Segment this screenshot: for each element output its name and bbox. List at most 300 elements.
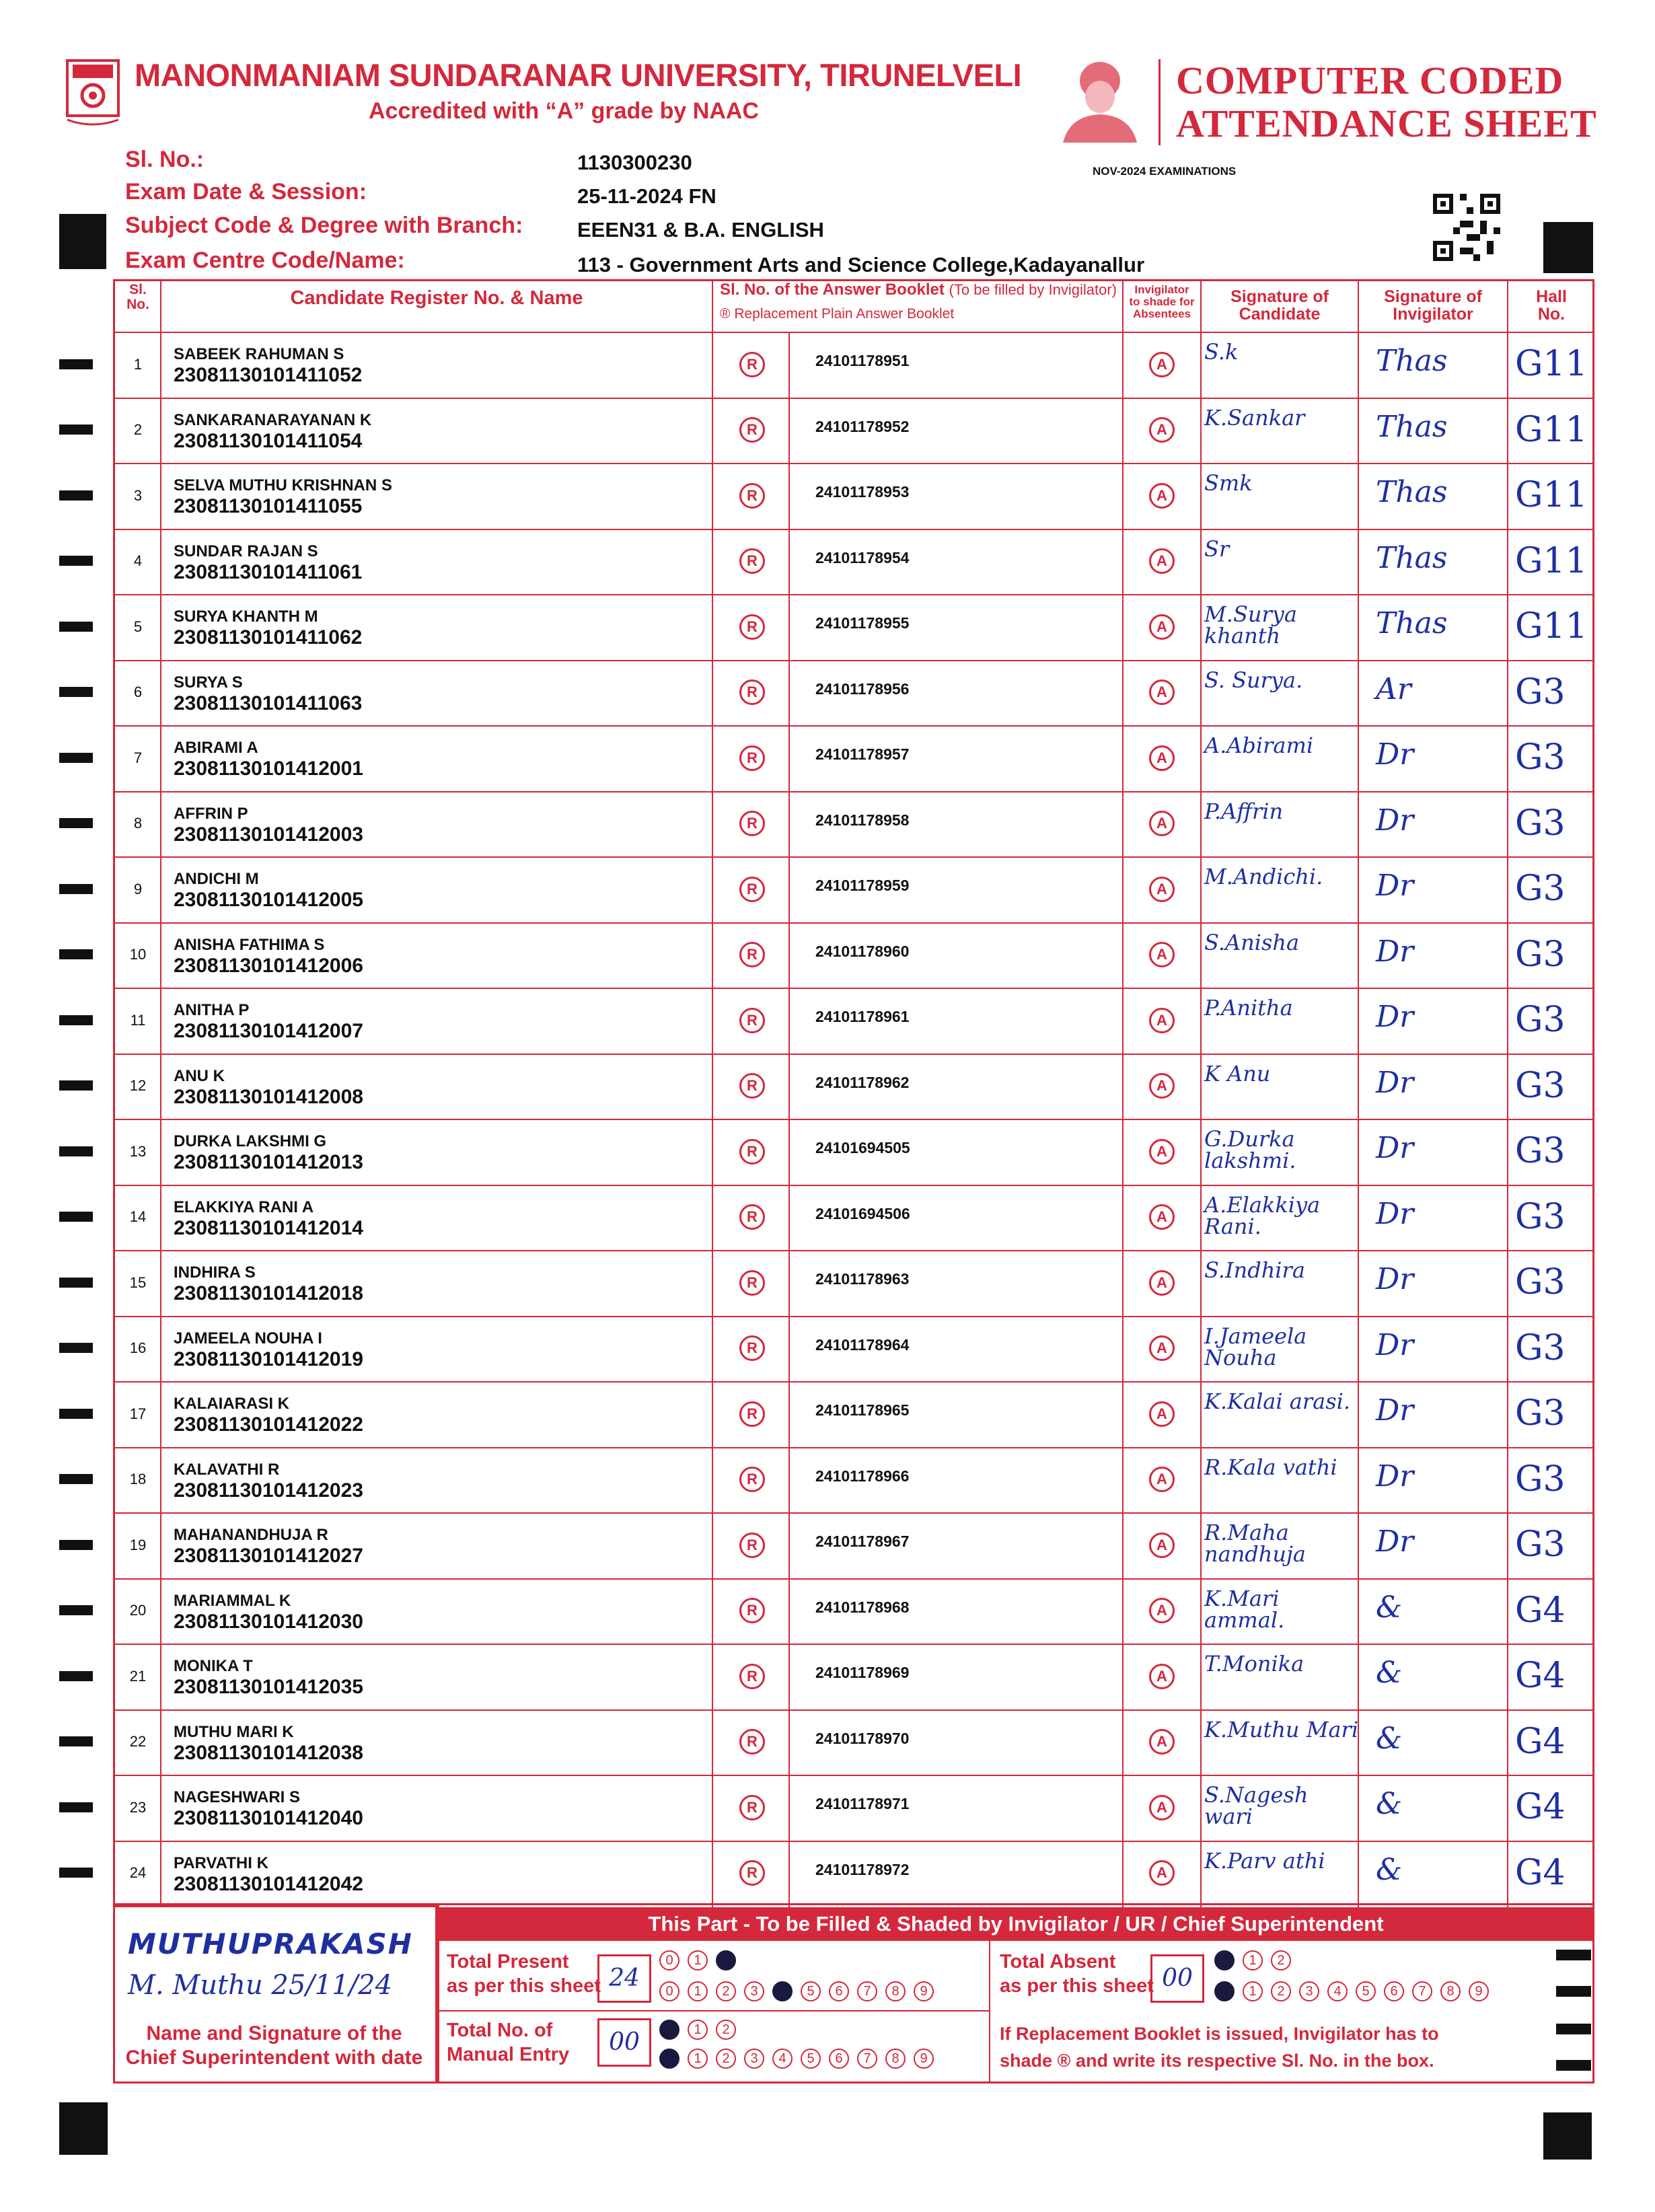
timing-mark (59, 490, 93, 501)
digit-bubble-1[interactable]: 1 (1243, 1981, 1263, 2001)
digit-bubble-1[interactable]: 1 (688, 2049, 708, 2069)
booklet-header-main: Sl. No. of the Answer Booklet (720, 281, 945, 299)
replacement-bubble[interactable]: R (739, 1401, 765, 1427)
replacement-bubble[interactable]: R (739, 1729, 765, 1755)
centre-value: 113 - Government Arts and Science College,Kadayanallur (577, 253, 1145, 276)
digit-bubble-5[interactable]: 5 (801, 1981, 821, 2001)
absentee-bubble[interactable]: A (1149, 1204, 1175, 1230)
replacement-bubble[interactable]: R (739, 1664, 765, 1689)
invigilator-signature: Dr (1376, 1065, 1414, 1100)
absentee-bubble[interactable]: A (1149, 548, 1175, 574)
manual-entry-box[interactable]: 00 (597, 2018, 651, 2067)
candidate-register-no: 23081130101412040 (174, 1807, 363, 1829)
candidate-register-no: 23081130101412014 (174, 1216, 363, 1239)
absentee-bubble[interactable]: A (1149, 745, 1175, 771)
candidate-name: ABIRAMI A (174, 739, 258, 757)
row-sl-no: 3 (133, 486, 143, 504)
answer-booklet-no: 24101178970 (815, 1729, 910, 1747)
row-sl-no: 6 (133, 684, 143, 701)
row-sl-no: 23 (129, 1798, 147, 1816)
present-tens-bubbles[interactable] (659, 1950, 736, 1970)
digit-bubble-2[interactable]: 2 (716, 2049, 736, 2069)
digit-bubble-3[interactable]: 3 (744, 1981, 764, 2001)
candidate-signature: Sr (1204, 536, 1230, 562)
invigilator-signature: Dr (1376, 737, 1414, 772)
row-sl-no: 2 (133, 421, 143, 439)
header-divider (113, 332, 1594, 333)
candidate-name: KALAIARASI K (174, 1395, 289, 1413)
invigilator-signature: & (1376, 1852, 1403, 1887)
replacement-icon: ® (720, 306, 731, 322)
registration-mark-br (1543, 2112, 1592, 2160)
timing-mark (1556, 1986, 1591, 1997)
candidate-signature: M.Andichi. (1204, 864, 1323, 889)
timing-mark (59, 1736, 93, 1746)
candidate-signature: K.Muthu Mari (1204, 1716, 1359, 1742)
digit-bubble-9[interactable]: 9 (914, 2049, 934, 2069)
digit-bubble-1[interactable]: 1 (688, 2020, 708, 2040)
absentee-bubble[interactable]: A (1149, 1729, 1175, 1755)
booklet-subheader (720, 307, 1124, 322)
sheet-title-line1: COMPUTER CODED (1176, 59, 1564, 102)
hall-no: G3 (1515, 737, 1566, 778)
candidate-register-no: 23081130101411054 (174, 429, 363, 452)
candidate-name: SURYA KHANTH M (174, 607, 318, 626)
replacement-bubble[interactable]: R (739, 811, 765, 836)
hall-no: G3 (1515, 671, 1566, 712)
row-divider (113, 1381, 1594, 1382)
replacement-bubble[interactable]: R (739, 1139, 765, 1165)
chief-superintendent-signature: M. Muthu 25/11/24 (128, 1970, 393, 2001)
digit-bubble-2[interactable]: 2 (716, 2020, 736, 2040)
digit-bubble-7[interactable]: 7 (857, 1981, 877, 2001)
replacement-bubble[interactable]: R (739, 877, 765, 902)
row-divider (113, 660, 1594, 661)
invigilator-signature: Thas (1376, 540, 1448, 575)
col-divider (712, 279, 713, 1907)
candidate-signature: Smk (1204, 470, 1253, 496)
candidate-name: KALAVATHI R (174, 1460, 280, 1479)
hall-no: G3 (1515, 1065, 1566, 1106)
candidate-name: SURYA S (174, 673, 243, 692)
row-divider (113, 1447, 1594, 1448)
row-divider (113, 1316, 1594, 1317)
row-sl-no: 22 (129, 1733, 147, 1750)
candidate-signature: P.Anitha (1204, 995, 1293, 1021)
row-sl-no: 17 (129, 1405, 147, 1422)
invigilator-signature: Dr (1376, 869, 1414, 903)
invigilator-signature: Dr (1376, 1131, 1414, 1165)
subject-label: Subject Code & Degree with Branch: (125, 213, 523, 238)
answer-booklet-no: 24101178954 (815, 548, 910, 566)
row-sl-no: 16 (129, 1339, 147, 1357)
exam-date-value: 25-11-2024 FN (577, 184, 716, 208)
col-header-sl: Sl. No. (126, 282, 149, 313)
absentee-bubble[interactable]: A (1149, 1139, 1175, 1165)
candidate-signature: K.Parv athi (1204, 1847, 1325, 1874)
digit-bubble-8[interactable]: 8 (1440, 1981, 1461, 2001)
manual-units-bubbles[interactable] (659, 2049, 934, 2069)
candidate-register-no: 23081130101412027 (174, 1545, 363, 1567)
digit-bubble-0[interactable]: 0 (659, 2049, 679, 2069)
digit-bubble-5[interactable]: 5 (1356, 1981, 1376, 2001)
digit-bubble-0[interactable]: 0 (659, 2020, 679, 2040)
answer-booklet-no: 24101694506 (815, 1204, 910, 1222)
candidate-signature: A.Abirami (1204, 733, 1314, 758)
invigilator-signature: Dr (1376, 1196, 1414, 1231)
candidate-register-no: 23081130101412019 (174, 1348, 363, 1370)
absentee-bubble[interactable]: A (1149, 679, 1175, 705)
row-divider (113, 922, 1594, 924)
sl-no-value: 1130300230 (577, 151, 692, 174)
answer-booklet-no: 24101178960 (815, 942, 910, 960)
answer-booklet-no: 24101178967 (815, 1533, 910, 1550)
replacement-bubble[interactable]: R (739, 1795, 765, 1820)
digit-bubble-8[interactable]: 8 (885, 1981, 906, 2001)
replacement-bubble[interactable]: R (739, 679, 765, 705)
row-divider (113, 1512, 1594, 1514)
absentee-bubble[interactable]: A (1149, 1664, 1175, 1689)
row-divider (113, 1841, 1594, 1842)
candidate-signature: K.Sankar (1204, 404, 1305, 431)
manual-tens-bubbles[interactable] (659, 2020, 736, 2040)
invigilator-signature: Dr (1376, 1262, 1414, 1296)
absentee-bubble[interactable]: A (1149, 352, 1175, 377)
col-divider (160, 279, 161, 1907)
subject-value: EEEN31 & B.A. ENGLISH (577, 218, 824, 242)
col-divider (1122, 279, 1124, 1907)
answer-booklet-no: 24101178963 (815, 1270, 910, 1288)
candidate-signature: S.Nagesh wari (1204, 1782, 1309, 1829)
row-divider (113, 725, 1594, 727)
candidate-name: SABEEK RAHUMAN S (174, 345, 344, 363)
hall-no: G11 (1515, 540, 1588, 581)
row-sl-no: 4 (133, 552, 143, 570)
total-present-box[interactable]: 24 (597, 1954, 651, 2003)
replacement-bubble[interactable]: R (739, 745, 765, 771)
timing-mark (59, 753, 93, 763)
absentee-bubble[interactable]: A (1149, 1467, 1175, 1492)
digit-bubble-3[interactable]: 3 (744, 2049, 764, 2069)
digit-bubble-4[interactable]: 4 (772, 2049, 793, 2069)
hall-no: G11 (1515, 409, 1588, 450)
timing-mark (59, 359, 93, 369)
replacement-bubble[interactable]: R (739, 1533, 765, 1558)
absentee-bubble[interactable]: A (1149, 811, 1175, 836)
answer-booklet-no: 24101178951 (815, 352, 910, 369)
candidate-register-no: 23081130101412003 (174, 823, 363, 846)
candidate-signature: S.Indhira (1204, 1257, 1305, 1283)
row-sl-no: 1 (133, 355, 143, 373)
digit-bubble-3[interactable]: 3 (1299, 1981, 1319, 2001)
replacement-bubble[interactable]: R (739, 548, 765, 574)
replacement-bubble[interactable]: R (739, 1008, 765, 1033)
row-divider (113, 1644, 1594, 1645)
invigilator-signature: Dr (1376, 1459, 1414, 1494)
timing-mark (59, 1015, 93, 1025)
timing-mark (1556, 2024, 1591, 2034)
absent-tens-bubbles[interactable] (1214, 1950, 1291, 1970)
absentee-bubble[interactable]: A (1149, 1860, 1175, 1886)
footer-band: This Part - To be Filled & Shaded by Invigilator / UR / Chief Superintendent (437, 1907, 1594, 1941)
row-divider (113, 1054, 1594, 1055)
digit-bubble-6[interactable]: 6 (829, 2049, 849, 2069)
row-sl-no: 7 (133, 749, 143, 766)
absentee-bubble[interactable]: A (1149, 1073, 1175, 1099)
footer-divider (437, 2010, 989, 2012)
row-sl-no: 13 (129, 1142, 147, 1160)
timing-mark (59, 556, 93, 566)
digit-bubble-1[interactable]: 1 (688, 1981, 708, 2001)
hall-no: G3 (1515, 1131, 1566, 1171)
footer-divider (989, 1940, 990, 2083)
exam-date-label: Exam Date & Session: (125, 179, 367, 205)
hall-no: G4 (1515, 1656, 1566, 1696)
candidate-register-no: 23081130101412007 (174, 1020, 363, 1042)
digit-bubble-0[interactable]: 0 (659, 1950, 679, 1970)
hall-no: G4 (1515, 1787, 1566, 1827)
replacement-bubble[interactable]: R (739, 1860, 765, 1886)
row-sl-no: 11 (130, 1011, 146, 1029)
answer-booklet-no: 24101694505 (815, 1139, 910, 1156)
invigilator-signature: Ar (1376, 671, 1411, 706)
replacement-bubble[interactable]: R (739, 614, 765, 640)
answer-booklet-no: 24101178964 (815, 1335, 910, 1354)
row-divider (113, 1578, 1594, 1580)
invigilator-signature: Thas (1376, 344, 1448, 378)
invigilator-signature: & (1376, 1787, 1403, 1821)
candidate-signature: G.Durka lakshmi. (1204, 1126, 1296, 1173)
chief-superintendent-name: MUTHUPRAKASH (128, 1927, 413, 1960)
row-divider (113, 529, 1594, 530)
timing-mark (59, 949, 93, 959)
present-units-bubbles[interactable] (659, 1981, 934, 2001)
replacement-bubble[interactable]: R (739, 417, 765, 443)
candidate-register-no: 23081130101411055 (174, 495, 363, 517)
digit-bubble-9[interactable]: 9 (1469, 1981, 1489, 2001)
answer-booklet-no: 24101178966 (815, 1467, 910, 1485)
row-sl-no: 10 (129, 946, 147, 963)
digit-bubble-4[interactable]: 4 (1327, 1981, 1348, 2001)
replacement-bubble[interactable]: R (739, 352, 765, 377)
accreditation-text: Accredited with “A” grade by NAAC (369, 98, 759, 124)
timing-mark (59, 425, 93, 435)
candidate-name: MARIAMMAL K (174, 1591, 291, 1610)
row-sl-no: 14 (129, 1208, 147, 1226)
candidate-register-no: 23081130101411052 (174, 364, 363, 386)
digit-bubble-2[interactable]: 2 (716, 1950, 736, 1970)
digit-bubble-2[interactable]: 2 (716, 1981, 736, 2001)
booklet-header-note: (To be filled by Invigilator) (949, 281, 1117, 298)
candidate-name: DURKA LAKSHMI G (174, 1132, 327, 1150)
invigilator-signature: & (1376, 1656, 1403, 1690)
digit-bubble-2[interactable]: 2 (1271, 1950, 1291, 1970)
candidate-register-no: 23081130101412018 (174, 1282, 363, 1304)
candidate-signature: R.Maha nandhuja (1204, 1520, 1306, 1567)
replacement-bubble[interactable]: R (739, 1598, 765, 1623)
col-divider (1507, 279, 1508, 1907)
timing-mark (59, 884, 93, 894)
digit-bubble-2[interactable]: 2 (1271, 1981, 1291, 2001)
invigilator-signature: & (1376, 1721, 1403, 1756)
candidate-register-no: 23081130101412005 (174, 889, 363, 911)
absentee-bubble[interactable]: A (1149, 417, 1175, 443)
digit-bubble-1[interactable]: 1 (1243, 1950, 1263, 1970)
row-sl-no: 9 (133, 880, 143, 897)
answer-booklet-no: 24101178971 (815, 1795, 910, 1812)
candidate-signature: S. Surya. (1204, 667, 1303, 693)
hall-no: G11 (1515, 475, 1588, 515)
absentee-bubble[interactable]: A (1149, 1533, 1175, 1558)
timing-mark (59, 622, 93, 632)
replacement-bubble[interactable]: R (739, 942, 765, 967)
exam-tag: NOV-2024 EXAMINATIONS (1093, 165, 1237, 178)
replacement-bubble[interactable]: R (739, 483, 765, 509)
university-name: MANONMANIAM SUNDARANAR UNIVERSITY, TIRUNELVELI (135, 57, 1022, 93)
timing-mark (59, 818, 93, 828)
replacement-bubble[interactable]: R (739, 1270, 765, 1296)
absentee-bubble[interactable]: A (1149, 483, 1175, 509)
hall-no: G3 (1515, 1459, 1566, 1500)
digit-bubble-6[interactable]: 6 (829, 1981, 849, 2001)
candidate-name: ELAKKIYA RANI A (174, 1197, 314, 1216)
candidate-register-no: 23081130101412013 (174, 1151, 363, 1173)
invigilator-signature: Dr (1376, 934, 1414, 969)
absentee-bubble[interactable]: A (1149, 614, 1175, 640)
answer-booklet-no: 24101178955 (815, 614, 910, 632)
replacement-bubble[interactable]: R (739, 1204, 765, 1230)
candidate-name: SELVA MUTHU KRISHNAN S (174, 476, 392, 494)
replacement-bubble[interactable]: R (739, 1073, 765, 1099)
invigilator-signature: Dr (1376, 803, 1414, 838)
digit-bubble-4[interactable]: 4 (772, 1981, 793, 2001)
absentee-bubble[interactable]: A (1149, 1008, 1175, 1033)
candidate-register-no: 23081130101411063 (174, 692, 363, 714)
absentee-bubble[interactable]: A (1149, 1335, 1175, 1361)
candidate-register-no: 23081130101412038 (174, 1741, 363, 1764)
invigilator-signature: Dr (1376, 1000, 1414, 1034)
answer-booklet-no: 24101178972 (815, 1860, 910, 1878)
candidate-register-no: 23081130101412008 (174, 1085, 363, 1108)
absentee-bubble[interactable]: A (1149, 1401, 1175, 1427)
digit-bubble-0[interactable]: 0 (659, 1981, 679, 2001)
answer-booklet-no: 24101178959 (815, 877, 910, 894)
hall-no: G4 (1515, 1721, 1566, 1762)
candidate-name: MAHANANDHUJA R (174, 1526, 328, 1544)
row-sl-no: 12 (129, 1077, 147, 1095)
row-sl-no: 20 (129, 1602, 147, 1619)
candidate-register-no: 23081130101412006 (174, 954, 363, 977)
university-logo (62, 57, 124, 132)
hall-no: G4 (1515, 1852, 1566, 1893)
centre-label: Exam Centre Code/Name: (125, 248, 405, 273)
manual-entry-label: Total No. of Manual Entry (447, 2020, 570, 2065)
absentee-bubble[interactable]: A (1149, 877, 1175, 902)
answer-booklet-no: 24101178953 (815, 483, 910, 501)
candidate-name: ANISHA FATHIMA S (174, 935, 325, 954)
row-divider (113, 1709, 1594, 1711)
digit-bubble-7[interactable]: 7 (1412, 1981, 1432, 2001)
row-divider (113, 791, 1594, 792)
digit-bubble-9[interactable]: 9 (914, 1981, 934, 2001)
col-header-candidate: Candidate Register No. & Name (290, 287, 583, 309)
registration-mark-tr (1543, 222, 1593, 273)
row-divider (113, 398, 1594, 399)
col-header-sig-candidate: Signature of Candidate (1230, 287, 1329, 324)
invigilator-signature: Dr (1376, 1393, 1414, 1428)
row-sl-no: 15 (129, 1274, 147, 1291)
replacement-bubble[interactable]: R (739, 1335, 765, 1361)
digit-bubble-5[interactable]: 5 (801, 2049, 821, 2069)
hall-no: G4 (1515, 1590, 1566, 1631)
invigilator-signature: Thas (1376, 409, 1448, 444)
absentee-bubble[interactable]: A (1149, 1598, 1175, 1623)
candidate-register-no: 23081130101412022 (174, 1413, 363, 1436)
digit-bubble-6[interactable]: 6 (1384, 1981, 1404, 2001)
booklet-subheader-text: Replacement Plain Answer Booklet (734, 306, 955, 322)
hall-no: G3 (1515, 1196, 1566, 1237)
candidate-name: NAGESHWARI S (174, 1788, 301, 1806)
qr-code (1433, 194, 1500, 261)
answer-booklet-no: 24101178956 (815, 679, 910, 698)
sheet-title (1176, 59, 1597, 145)
digit-bubble-0[interactable]: 0 (1214, 1950, 1235, 1970)
candidate-name: ANITHA P (174, 1001, 250, 1019)
total-present-label: Total Present as per this sheet (447, 1951, 601, 1997)
timing-mark (59, 1540, 93, 1550)
invigilator-signature: Dr (1376, 1327, 1414, 1362)
row-sl-no: 21 (129, 1667, 147, 1685)
total-absent-box[interactable]: 00 (1150, 1954, 1204, 2003)
hall-no: G3 (1515, 1524, 1566, 1565)
invigilator-signature: Dr (1376, 1524, 1414, 1559)
digit-bubble-8[interactable]: 8 (885, 2049, 906, 2069)
absentee-bubble[interactable]: A (1149, 942, 1175, 967)
hall-no: G11 (1515, 344, 1588, 384)
digit-bubble-0[interactable]: 0 (1214, 1981, 1235, 2001)
replacement-bubble[interactable]: R (739, 1467, 765, 1492)
candidate-name: SUNDAR RAJAN S (174, 542, 318, 560)
row-divider (113, 1775, 1594, 1776)
hall-no: G3 (1515, 1000, 1566, 1040)
col-header-absent: Invigilator to shade for Absentees (1129, 283, 1195, 320)
answer-booklet-no: 24101178952 (815, 417, 910, 435)
candidate-name: JAMEELA NOUHA I (174, 1329, 322, 1348)
hall-no: G3 (1515, 1262, 1566, 1302)
absentee-bubble[interactable]: A (1149, 1270, 1175, 1296)
digit-bubble-1[interactable]: 1 (688, 1950, 708, 1970)
absentee-bubble[interactable]: A (1149, 1795, 1175, 1820)
digit-bubble-7[interactable]: 7 (857, 2049, 877, 2069)
timing-mark (59, 1212, 93, 1222)
candidate-signature: S.Anisha (1204, 929, 1300, 955)
answer-booklet-no: 24101178957 (815, 745, 910, 763)
row-divider (113, 463, 1594, 464)
candidate-name: ANU K (174, 1066, 225, 1085)
candidate-signature: I.Jameela Nouha (1204, 1323, 1307, 1370)
timing-mark (59, 1868, 93, 1878)
candidate-register-no: 23081130101412001 (174, 758, 363, 780)
hall-no: G11 (1515, 606, 1588, 647)
total-absent-label: Total Absent as per this sheet (1000, 1951, 1154, 1997)
timing-mark (1556, 1950, 1591, 1960)
row-sl-no: 19 (129, 1536, 147, 1553)
col-divider (1200, 279, 1202, 1907)
candidate-name: INDHIRA S (174, 1263, 256, 1282)
col-header-hall: Hall No. (1536, 287, 1567, 324)
timing-mark (59, 1605, 93, 1615)
absent-units-bubbles[interactable] (1214, 1981, 1489, 2001)
